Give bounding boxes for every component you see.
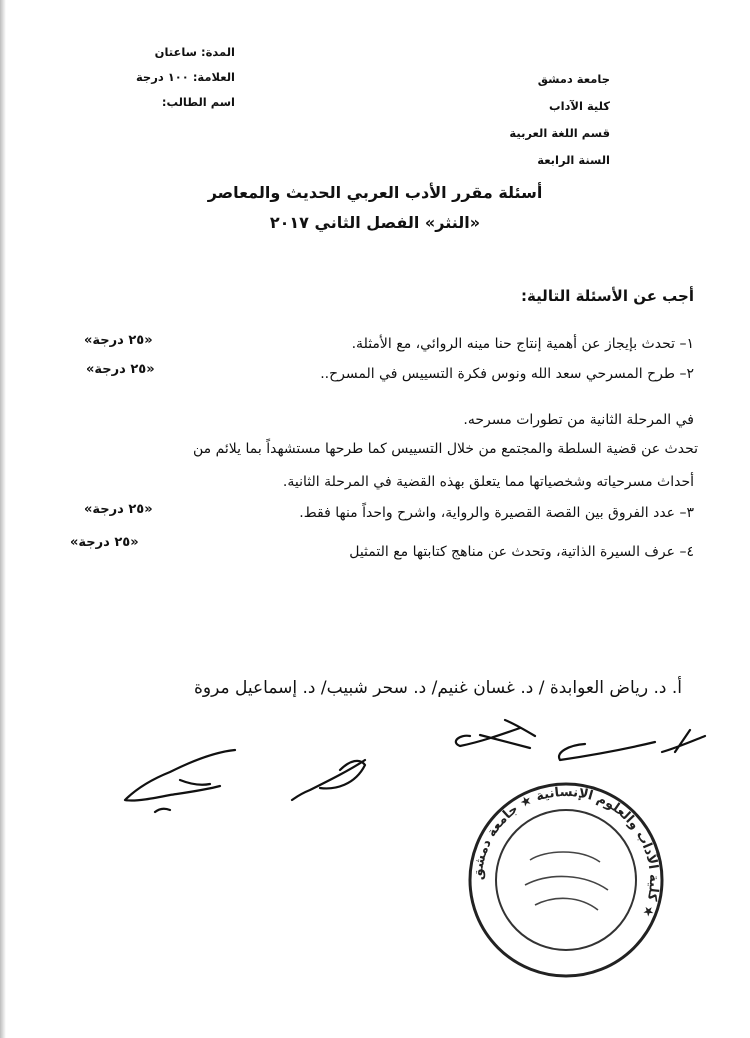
stamp-text: كلية الآداب والعلوم الإنسانية ★ جامعة دمشق ★ <box>470 784 662 920</box>
exam-duration: المدة: ساعتان <box>154 45 235 59</box>
exam-marks: العلامة: ١٠٠ درجة <box>135 70 235 84</box>
university-name: جامعة دمشق <box>537 72 610 86</box>
question-2-grade: «٢٥ درجة» <box>86 362 155 377</box>
question-4: ٤– عرف السيرة الذاتية، وتحدث عن مناهج كتابتها مع التمثيل <box>349 544 694 560</box>
examiners-names: أ. د. رياض العوابدة / د. غسان غنيم/ د. سحر شبيب/ د. إسماعيل مروة <box>193 678 682 698</box>
question-1: ١– تحدث بإيجاز عن أهمية إنتاج حنا مينه الروائي، مع الأمثلة. <box>351 336 694 352</box>
question-4-grade: «٢٥ درجة» <box>70 535 139 550</box>
student-name-label: اسم الطالب: <box>161 95 235 109</box>
question-3-grade: «٢٥ درجة» <box>84 502 153 517</box>
instructions: أجب عن الأسئلة التالية: <box>520 287 694 305</box>
question-2: ٢– طرح المسرحي سعد الله ونوس فكرة التسييس في المسرح.. <box>320 366 694 382</box>
question-3: ٣– عدد الفروق بين القصة القصيرة والرواية، واشرح واحداً منها فقط. <box>299 505 694 521</box>
question-2-line-2: في المرحلة الثانية من تطورات مسرحه. <box>463 412 694 428</box>
question-2-line-3: تحدث عن قضية السلطة والمجتمع من خلال التسييس كما طرحها مستشهداً بما يلائم من <box>192 441 698 457</box>
exam-subtitle: «النثر» الفصل الثاني ٢٠١٧ <box>269 213 481 232</box>
study-year: السنة الرابعة <box>537 153 610 167</box>
exam-title: أسئلة مقرر الأدب العربي الحديث والمعاصر <box>207 183 543 202</box>
department-name: قسم اللغة العربية <box>509 126 610 140</box>
question-2-line-4: أحداث مسرحياته وشخصياتها مما يتعلق بهذه القضية في المرحلة الثانية. <box>282 474 694 490</box>
question-1-grade: «٢٥ درجة» <box>84 333 153 348</box>
faculty-name: كلية الآداب <box>549 99 610 113</box>
